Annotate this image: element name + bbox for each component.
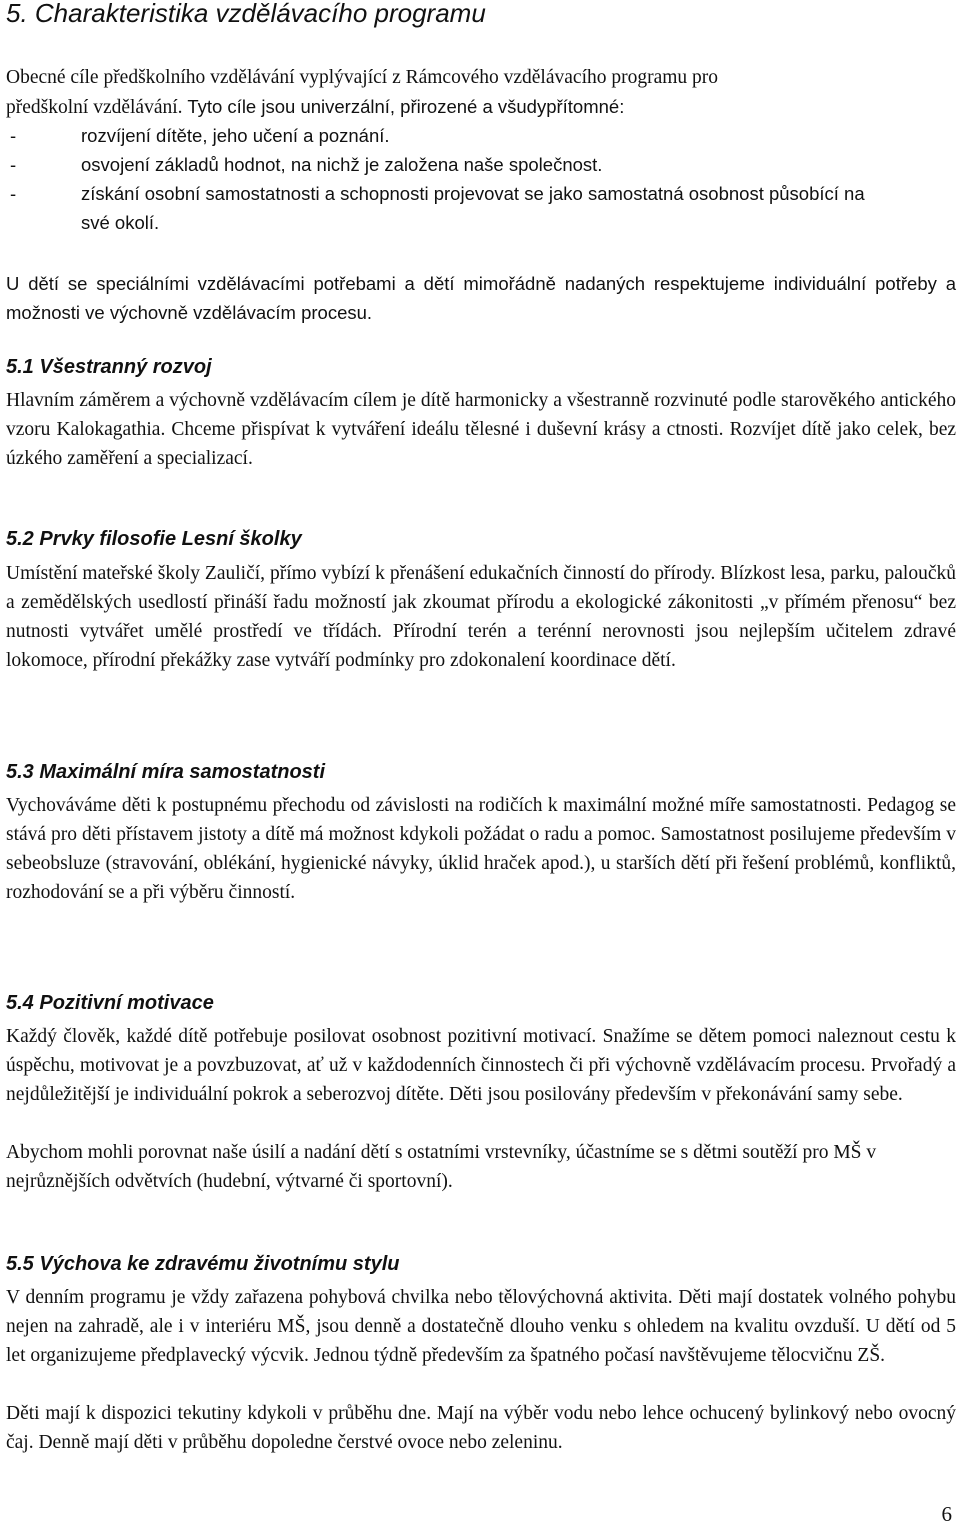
dash-bullet: - (10, 183, 17, 204)
intro-paragraph (6, 63, 956, 122)
list-item (6, 121, 956, 150)
section-text-5-4: Každý člověk, každé dítě potřebuje posilovat osobnost pozitivní motivací. Snažíme se dětem pomoci naleznout cestu k úspěchu, motivovat je a povzbuzovat, ať už v každodenních činnostech či při výchovně vzdělávacím procesu. Prvořadý a nejdůležitější je individuální pokrok a seberozvoj dítěte. Děti jsou posilovány především v překonávání samy sebe. (6, 1026, 956, 1105)
intro-line-1: Obecné cíle předškolního vzdělávání vyplývající z Rámcového vzdělávacího programu pro (6, 67, 719, 88)
section-title-5-5: 5.5 Výchova ke zdravému životnímu stylu (6, 1253, 400, 1275)
list-item-text: získání osobní samostatnosti a schopnosti projevovat se jako samostatná osobnost působící na své okolí. (81, 183, 865, 233)
chapter-heading: 5. Charakteristika vzdělávacího programu (6, 0, 486, 28)
intro-line-2-rest: Tyto cíle jsou univerzální, přirozené a všudypřítomné: (182, 96, 625, 117)
section-title-5-3: 5.3 Maximální míra samostatnosti (6, 761, 326, 783)
list-item (6, 150, 956, 179)
section-title-5-1: 5.1 Všestranný rozvoj (6, 356, 212, 378)
section-text-5-3: Vychováváme děti k postupnému přechodu od závislosti na rodičích k maximální možné míře samostatnosti. Pedagog se stává pro děti přístavem jistoty a dítě má možnost kdykoli požádat o radu a pomoc. Samostatnost posilujeme především v sebeobsluze (stravování, oblékání, hygienické návyky, úklid hraček apod.), u starších dětí při řešení problémů, konfliktů, rozhodování se a při výběru činností. (6, 795, 956, 903)
section-title-5-4: 5.4 Pozitivní motivace (6, 992, 214, 1014)
section-text-5-5-continued: Děti mají k dispozici tekutiny kdykoli v průběhu dne. Mají na výběr vodu nebo lehce ochucený bylinkový nebo ovocný čaj. Denně mají děti v průběhu dopoledne čerstvé ovoce nebo zeleninu. (6, 1403, 956, 1453)
intro-line-2: předškolní vzdělávání. (6, 97, 183, 118)
dash-bullet: - (10, 154, 17, 175)
section-text-5-4-continued: Abychom mohli porovnat naše úsilí a nadání dětí s ostatními vrstevníky, účastníme se s dětmi soutěží pro MŠ v nejrůznějších odvětvích (hudební, výtvarné či sportovní). (6, 1142, 877, 1192)
goals-list (6, 121, 956, 237)
section-text-5-5: V denním programu je vždy zařazena pohybová chvilka nebo tělovýchovná aktivita. Děti mají dostatek volného pohybu nejen na zahradě, ale i v interiéru MŠ, jsou denně a dostatečně dlouho venku s ohledem na kvalitu ovzduší. U dětí od 5 let organizujeme předplavecký výcvik. Jednou týdně především za špatného počasí navštěvujeme tělocvičnu ZŠ. (6, 1287, 956, 1366)
page-number: 6 (941, 1502, 952, 1526)
section-title-5-2: 5.2 Prvky filosofie Lesní školky (6, 528, 302, 550)
list-item (6, 179, 881, 237)
section-text-5-1: Hlavním záměrem a výchovně vzdělávacím cílem je dítě harmonicky a všestranně rozvinuté podle starověkého antického vzoru Kalokagathia. Chceme přispívat k vytváření ideálu tělesné i duševní krásy a ctnosti. Rozvíjet dítě jako celek, bez úzkého zaměření a specializací. (6, 390, 956, 469)
dash-bullet: - (10, 125, 17, 146)
section-text-5-2: Umístění mateřské školy Zauličí, přímo vybízí k přenášení edukačních činností do přírody. Blízkost lesa, parku, paloučků a zemědělských usedlostí přináší řadu možností jak zkoumat přírodu a ekologické zákonitosti „v přímém přenosu“ bez nutnosti vytvářet umělé prostředí ve třídách. Přírodní terén a terénní nerovnosti jsou nejlepším učitelem zdravé lokomoce, přírodní překážky zase vytváří podmínky pro zdokonalení koordinace dětí. (6, 563, 956, 671)
list-item-text: osvojení základů hodnot, na nichž je založena naše společnost. (81, 154, 603, 175)
special-needs-paragraph: U dětí se speciálními vzdělávacími potřebami a dětí mimořádně nadaných respektujeme individuální potřeby a možnosti ve výchovně vzdělávacím procesu. (6, 273, 956, 323)
list-item-text: rozvíjení dítěte, jeho učení a poznání. (81, 125, 390, 146)
